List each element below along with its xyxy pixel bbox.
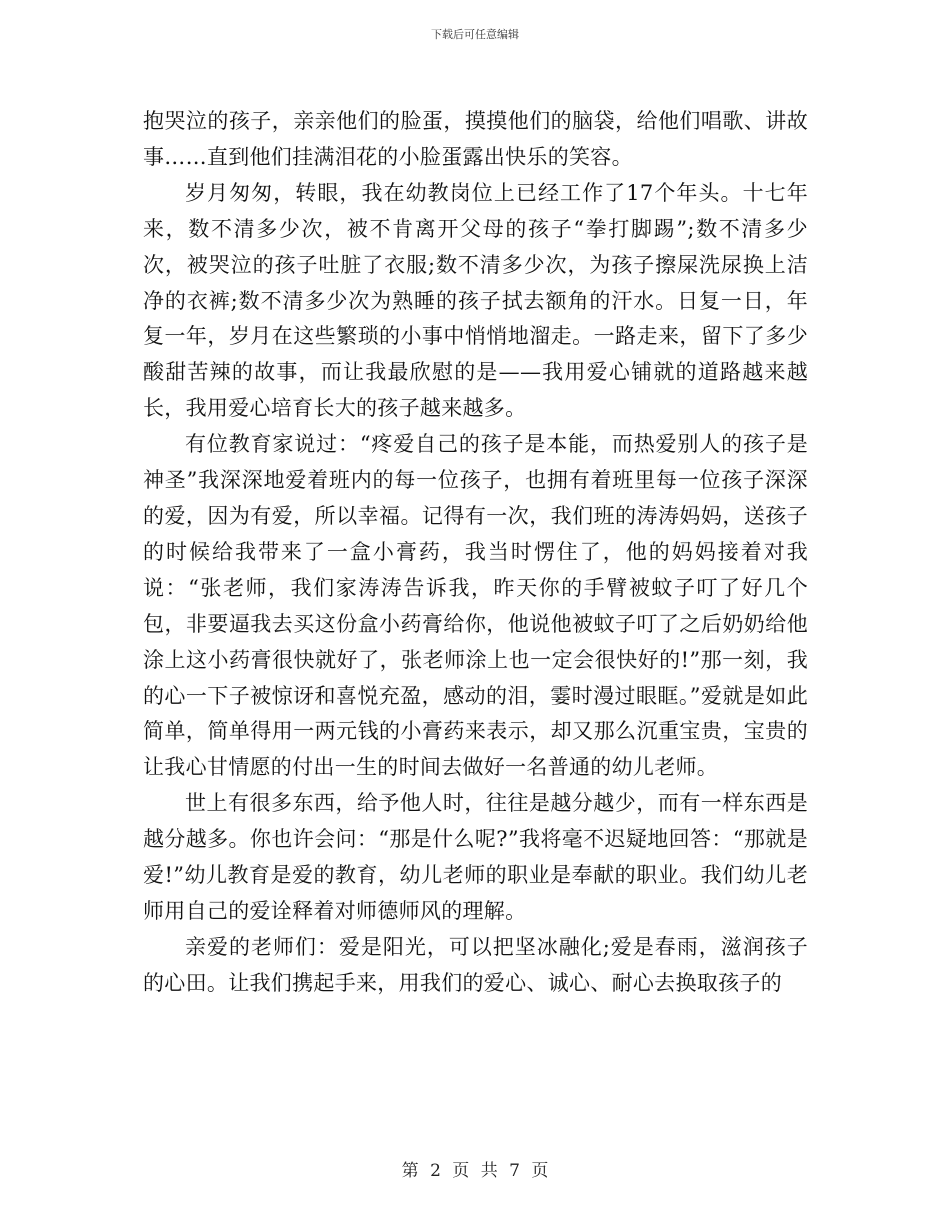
paragraph-5: 亲爱的老师们：爱是阳光，可以把坚冰融化;爱是春雨，滋润孩子的心田。让我们携起手来，用我们的爱心、诚心、耐心去换取孩子的 xyxy=(143,934,808,995)
paragraph-3: 有位教育家说过：“疼爱自己的孩子是本能，而热爱别人的孩子是神圣”我深深地爱着班内的每一位孩子，也拥有着班里每一位孩子深深的爱，因为有爱，所以幸福。记得有一次，我们班的涛涛妈妈，送孩子的时候给我带来了一盒小膏药，我当时愣住了，他的妈妈接着对我说：“张老师，我们家涛涛告诉我，昨天你的手臂被蚊子叮了好几个包，非要逼我去买这份盒小药膏给你，他说他被蚊子叮了之后奶奶给他涂上这小药膏很快就好了，张老师涂上也一定会很快好的!”那一刻，我的心一下子被惊讶和喜悦充盈，感动的泪，霎时漫过眼眶。”爱就是如此简单，简单得用一两元钱的小膏药来表示，却又那么沉重宝贵，宝贵的让我心甘情愿的付出一生的时间去做好一名普通的幼儿老师。 xyxy=(143,432,808,780)
paragraph-1: 抱哭泣的孩子，亲亲他们的脸蛋，摸摸他们的脑袋，给他们唱歌、讲故事……直到他们挂满泪花的小脸蛋露出快乐的笑容。 xyxy=(143,109,808,169)
document-body xyxy=(143,104,808,1002)
paragraph-2: 岁月匆匆，转眼，我在幼教岗位上已经工作了17个年头。十七年来，数不清多少次，被不肯离开父母的孩子“拳打脚踢”;数不清多少次，被哭泣的孩子吐脏了衣服;数不清多少次，为孩子擦屎洗尿换上洁净的衣裤;数不清多少次为熟睡的孩子拭去额角的汗水。日复一日，年复一年，岁月在这些繁琐的小事中悄悄地溜走。一路走来，留下了多少酸甜苦辣的故事，而让我最欣慰的是——我用爱心铺就的道路越来越长，我用爱心培育长大的孩子越来越多。 xyxy=(143,180,808,421)
paragraph-4: 世上有很多东西，给予他人时，往往是越分越少，而有一样东西是越分越多。你也许会问：“那是什么呢?”我将毫不迟疑地回答：“那就是爱!”幼儿教育是爱的教育，幼儿老师的职业是奉献的职业。我们幼儿老师用自己的爱诠释着对师德师风的理解。 xyxy=(143,791,808,923)
page-header: 下载后可任意编辑 xyxy=(431,28,519,41)
page-footer: 第 2 页 共 7 页 xyxy=(401,1161,549,1181)
